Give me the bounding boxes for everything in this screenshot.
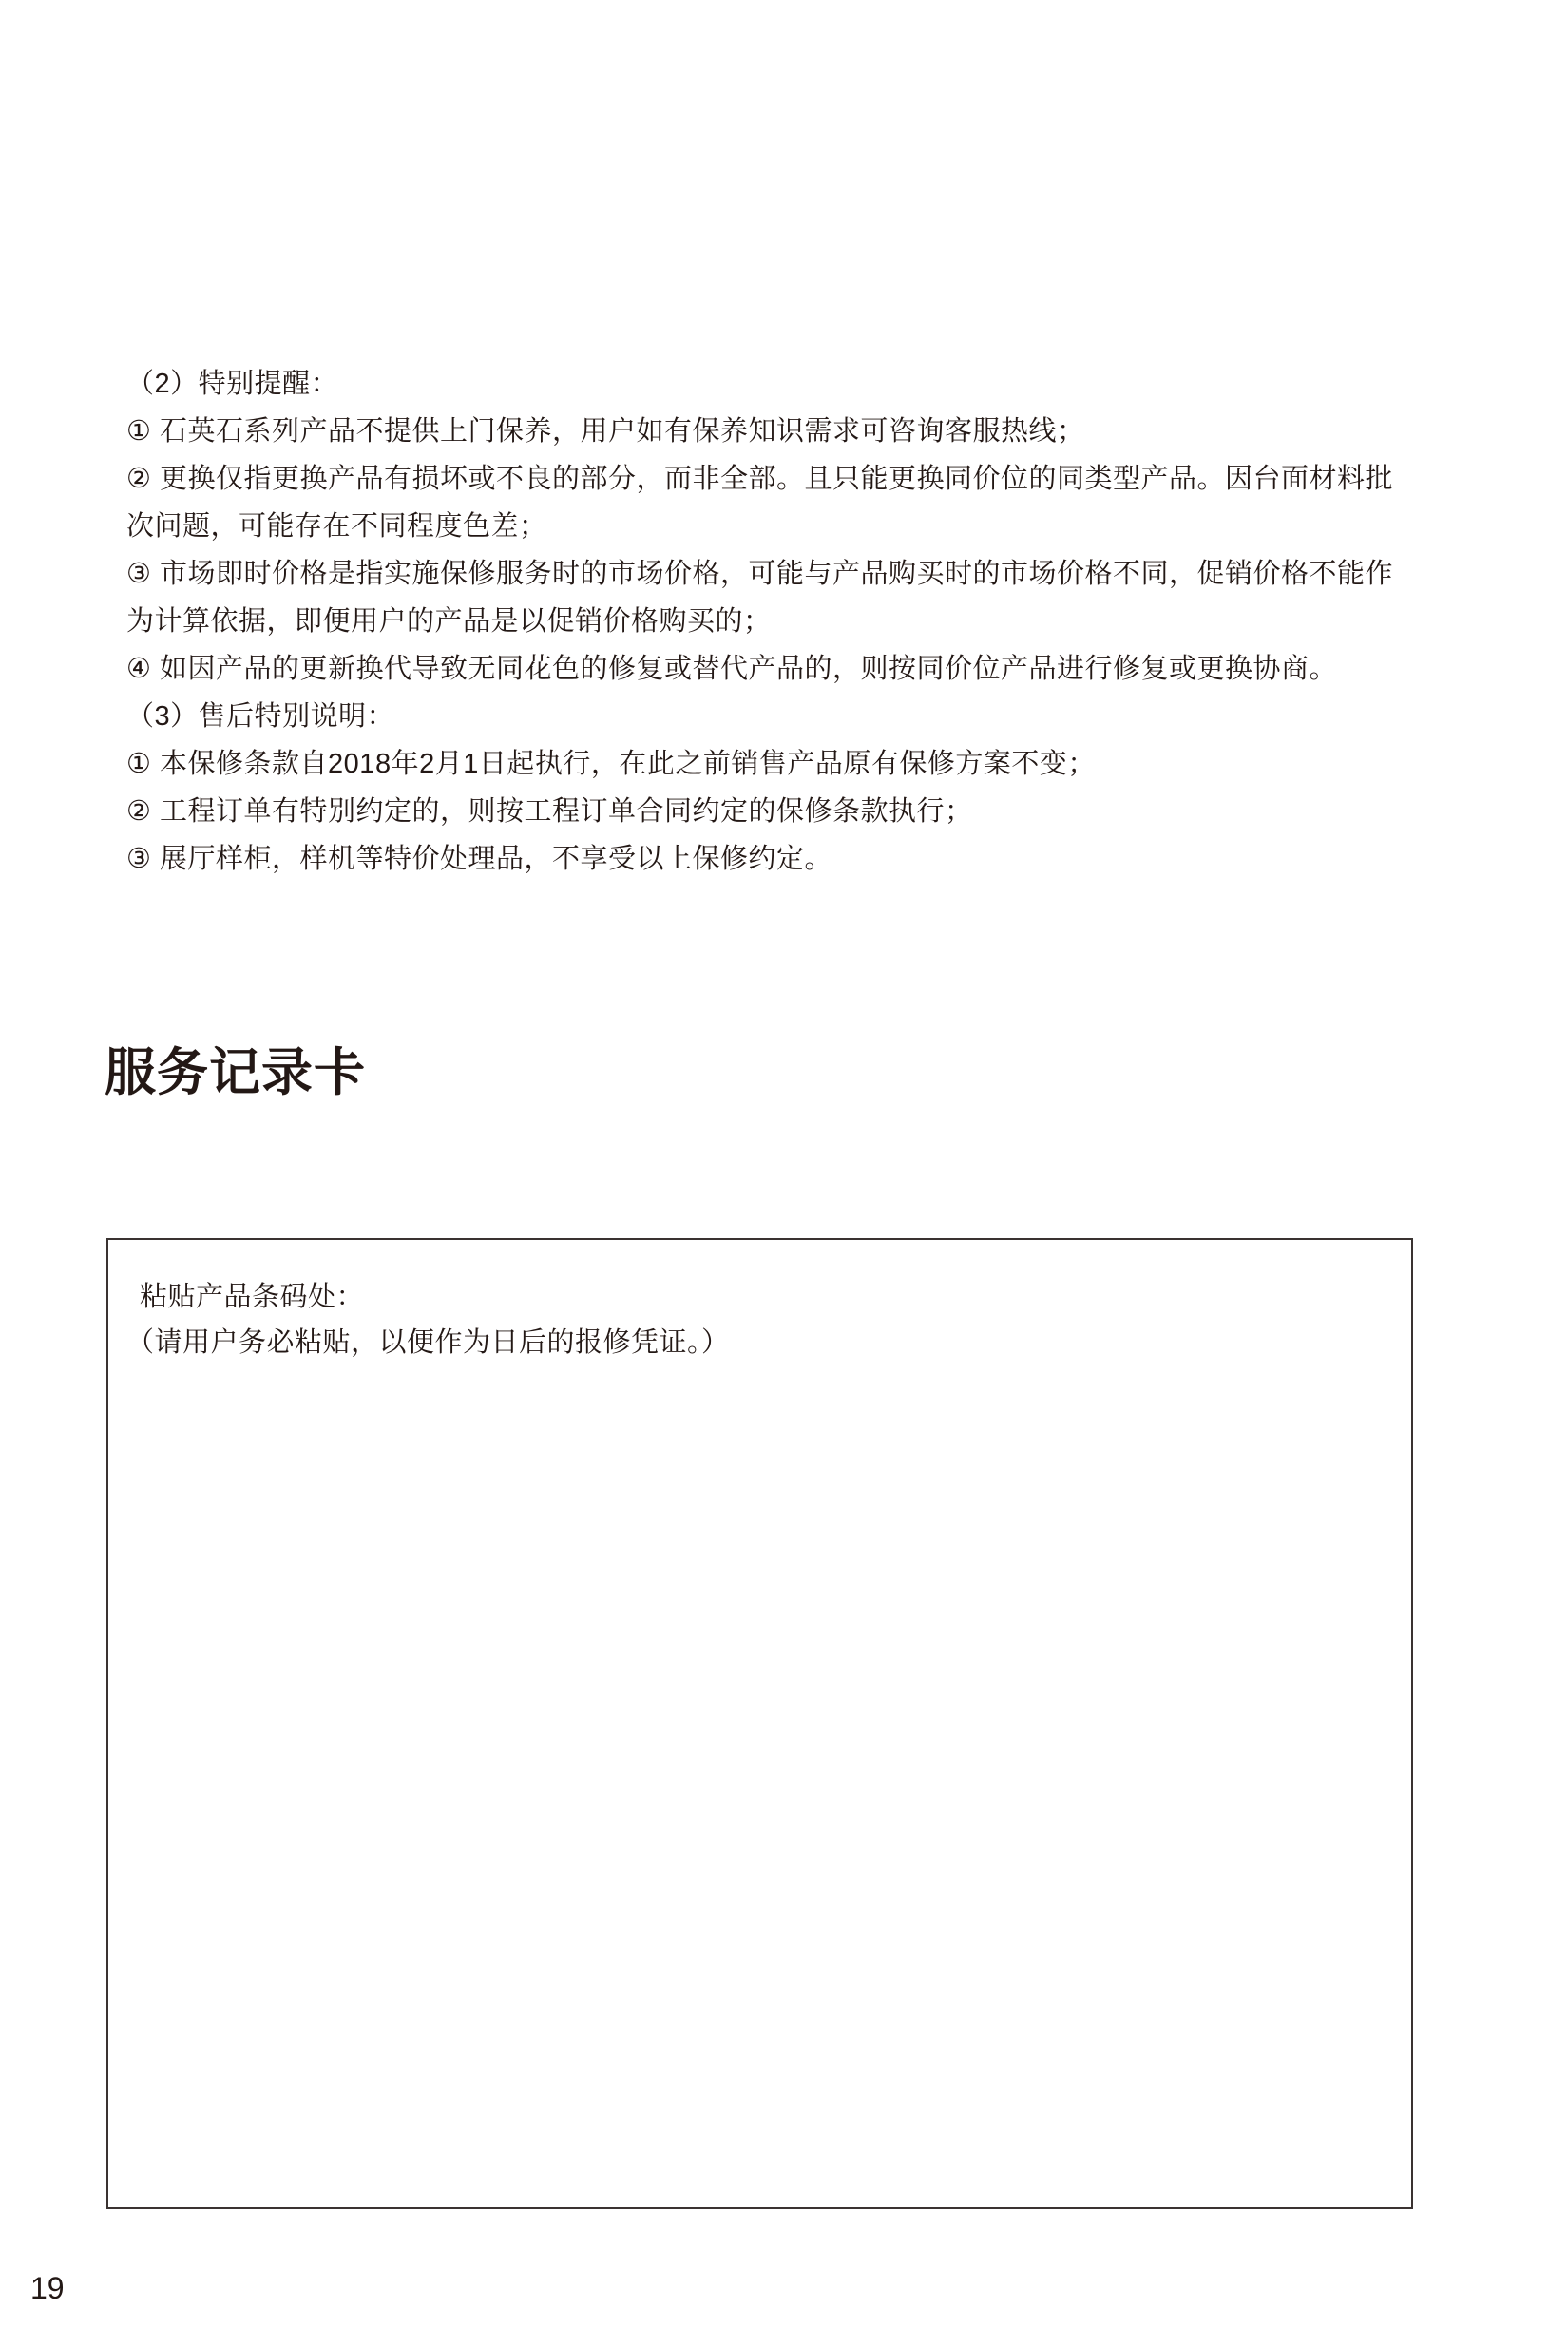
page-number: 19 bbox=[30, 2271, 65, 2305]
warranty-note-line: ① 石英石系列产品不提供上门保养，用户如有保养知识需求可咨询客服热线； bbox=[126, 416, 1085, 447]
warranty-notes bbox=[126, 360, 1428, 883]
warranty-note-line: （3）售后特别说明： bbox=[126, 701, 395, 732]
barcode-box-content bbox=[108, 1240, 1411, 1365]
warranty-note-line: ① 本保修条款自2018年2月1日起执行，在此之前销售产品原有保修方案不变； bbox=[126, 749, 1096, 779]
warranty-note-line: 为计算依据，即便用户的产品是以促销价格购买的； bbox=[126, 606, 772, 637]
warranty-note-line: ④ 如因产品的更新换代导致无同花色的修复或替代产品的，则按同价位产品进行修复或更换协商。 bbox=[126, 654, 1338, 684]
warranty-note-line: ③ 市场即时价格是指实施保修服务时的市场价格，可能与产品购买时的市场价格不同，促销价格不能作 bbox=[126, 559, 1394, 589]
warranty-note-line: （2）特别提醒： bbox=[126, 369, 339, 399]
barcode-box bbox=[106, 1238, 1413, 2209]
warranty-note-line: ③ 展厅样柜，样机等特价处理品，不享受以上保修约定。 bbox=[126, 844, 833, 874]
section-title: 服务记录卡 bbox=[105, 1044, 366, 1101]
barcode-box-label: 粘贴产品条码处： bbox=[140, 1282, 365, 1312]
warranty-note-line: 次问题，可能存在不同程度色差； bbox=[126, 511, 547, 542]
barcode-box-note: （请用户务必粘贴，以便作为日后的报修凭证。） bbox=[126, 1327, 730, 1358]
warranty-note-line: ② 更换仅指更换产品有损坏或不良的部分，而非全部。且只能更换同价位的同类型产品。因台面材料批 bbox=[126, 464, 1394, 494]
warranty-note-line: ② 工程订单有特别约定的，则按工程订单合同约定的保修条款执行； bbox=[126, 796, 973, 827]
